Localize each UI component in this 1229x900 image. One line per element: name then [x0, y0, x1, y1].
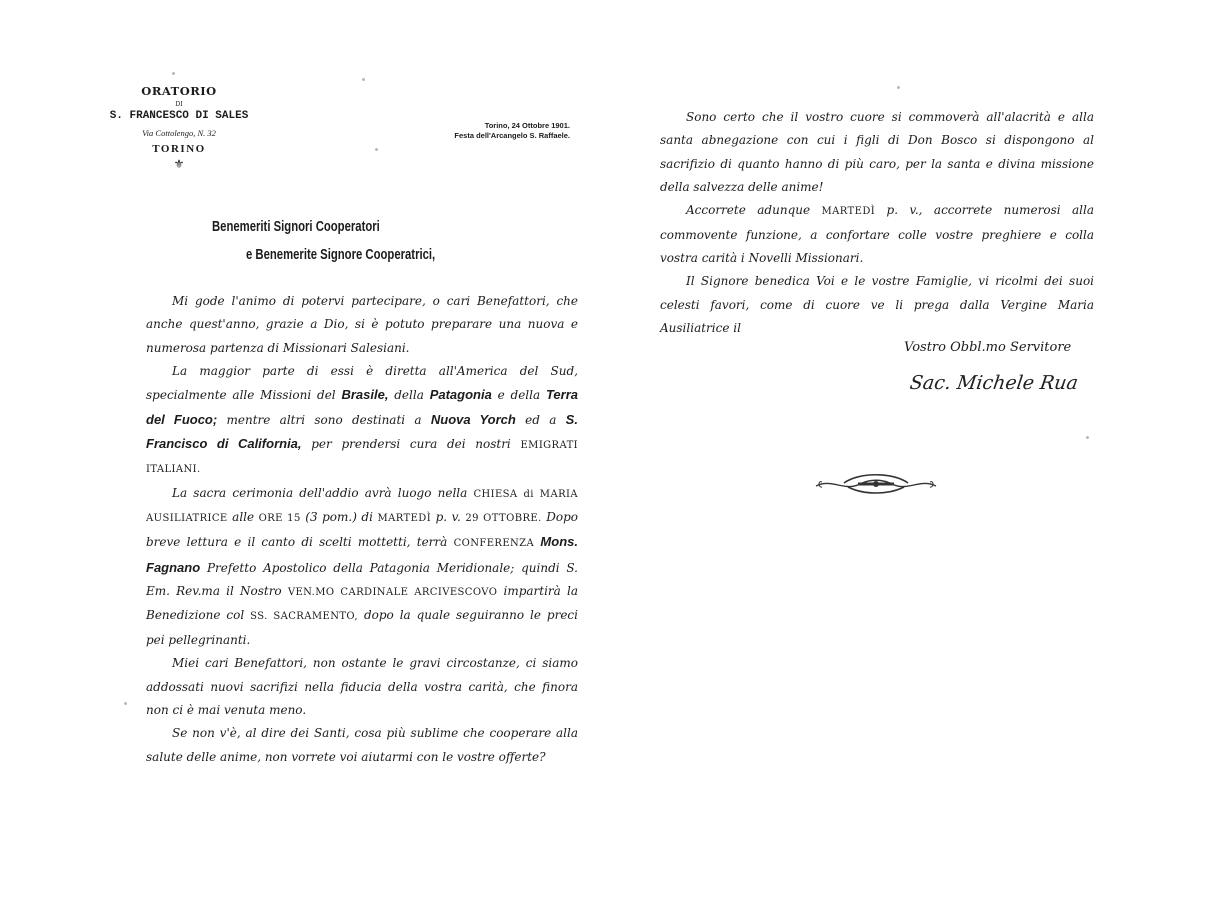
paragraph-6: Sono certo che il vostro cuore si commoverà all'alacrità e alla santa abnegazione con cui i figli di Don Bosco si dispongono al sacrifizio di quanto hanno di più caro, per la santa e divina missione della salvezza delle anime! [660, 110, 1094, 195]
p2-emigrati: EMIGRATI ITALIANI. [146, 440, 578, 476]
p3-text-a: La sacra cerimonia dell'addio avrà luogo nella [172, 485, 468, 500]
letterhead-di: DI [175, 100, 183, 108]
paper-speck [897, 86, 900, 89]
letter-body-right [660, 106, 1094, 340]
p3-text-g: impartirà la Benedizione col [146, 584, 578, 623]
paper-speck [172, 72, 175, 75]
paragraph-2 [146, 360, 578, 482]
p3-mons-fagnano: Mons. Fagnano [146, 534, 578, 575]
paragraph-3 [146, 482, 578, 652]
paper-speck [124, 702, 127, 705]
p3-text-c: (3 pom.) di [305, 510, 373, 525]
p2-text-b: della [394, 388, 424, 403]
p3-ore: ORE 15 [258, 513, 301, 525]
dateline-feast: Festa dell'Arcangelo S. Raffaele. [454, 130, 570, 140]
p3-text-e: Dopo breve lettura e il canto di scelti mottetti, terrà [146, 510, 578, 550]
salutation-line-2: e Benemerite Signore Cooperatrici, [246, 247, 436, 263]
dateline [410, 121, 570, 140]
p2-text-e: ed a [525, 412, 557, 427]
p3-cardinale: VEN.MO CARDINALE ARCIVESCOVO [287, 587, 498, 599]
p2-nuova-yorch: Nuova Yorch [430, 411, 516, 427]
paper-speck [1086, 436, 1089, 439]
letterhead-school: S. FRANCESCO DI SALES [109, 109, 249, 122]
p3-text-d: p. v. [435, 510, 461, 525]
flourish-ornament-icon [814, 470, 938, 496]
p7-text-a: Accorrete adunque [686, 203, 811, 218]
p7-martedi: MARTEDÌ [821, 206, 876, 218]
letterhead-oratory: ORATORIO [141, 84, 217, 98]
p2-san-francisco: S. Francisco di California, [146, 411, 578, 452]
p7-text-b: p. v., accorrete numerosi alla commovente funzione, a confortare colle vostre preghiere e colla vostra carità i Novelli Missionari. [660, 203, 1094, 266]
p3-text-f: Prefetto Apostolico della Patagonia Meridionale; quindi S. Em. Rev.ma il Nostro [146, 560, 578, 599]
p3-text-h: dopo la quale seguiranno le preci pei pellegrinanti. [146, 608, 578, 647]
left-page [0, 0, 614, 900]
letter-body-left [146, 290, 578, 769]
p3-sacramento: SS. SACRAMENTO, [250, 611, 359, 623]
dateline-date: Torino, 24 Ottobre 1901. [484, 121, 570, 130]
salutation-line-1: Benemeriti Signori Cooperatori [212, 219, 380, 235]
letterhead-address: Via Cottolengo, N. 32 [142, 127, 216, 138]
p2-patagonia: Patagonia [429, 387, 492, 403]
p2-brasile: Brasile, [341, 387, 389, 403]
p2-text-d: mentre altri sono destinati a [226, 412, 422, 427]
paper-speck [362, 78, 365, 81]
p3-chiesa: CHIESA di MARIA AUSILIATRICE [146, 488, 578, 525]
closing-line: Vostro Obbl.mo Servitore [904, 340, 1072, 355]
paragraph-5: Se non v'è, al dire dei Santi, cosa più sublime che cooperare alla salute delle anime, non vorrete voi aiutarmi con le vostre offerte? [146, 726, 578, 764]
paragraph-7 [660, 199, 1094, 270]
p3-conferenza: CONFERENZA [453, 538, 535, 550]
p2-text-c: e della [497, 388, 541, 403]
paper-speck [375, 148, 378, 151]
signature: Sac. Michele Rua [908, 372, 1080, 394]
fleuron-icon: ⚜ [173, 157, 185, 171]
letterhead-city: TORINO [152, 143, 206, 155]
p2-text-a: La maggior parte di essi è diretta all'America del Sud, specialmente alle Missioni del [146, 364, 578, 403]
p2-terra-del-fuoco: Terra del Fuoco; [146, 387, 578, 427]
paragraph-1: Mi gode l'animo di potervi partecipare, o cari Benefattori, che anche quest'anno, grazie a Dio, si è potuto preparare una nuova e numerosa partenza di Missionari Salesiani. [146, 294, 578, 355]
p3-date: 29 OTTOBRE. [465, 513, 542, 525]
paragraph-8: Il Signore benedica Voi e le vostre Famiglie, vi ricolmi dei suoi celesti favori, come di cuore ve li prega dalla Vergine Maria Ausiliatrice il [660, 274, 1094, 336]
letterhead [104, 86, 254, 170]
p3-martedi: MARTEDÌ [377, 513, 432, 525]
p3-text-b: alle [232, 510, 255, 525]
paragraph-4: Miei cari Benefattori, non ostante le gravi circostanze, ci siamo addossati nuovi sacrifizi nella fiducia della vostra carità, che finora non ci è mai venuta meno. [146, 656, 578, 717]
p2-text-f: per prendersi cura dei nostri [311, 437, 511, 452]
